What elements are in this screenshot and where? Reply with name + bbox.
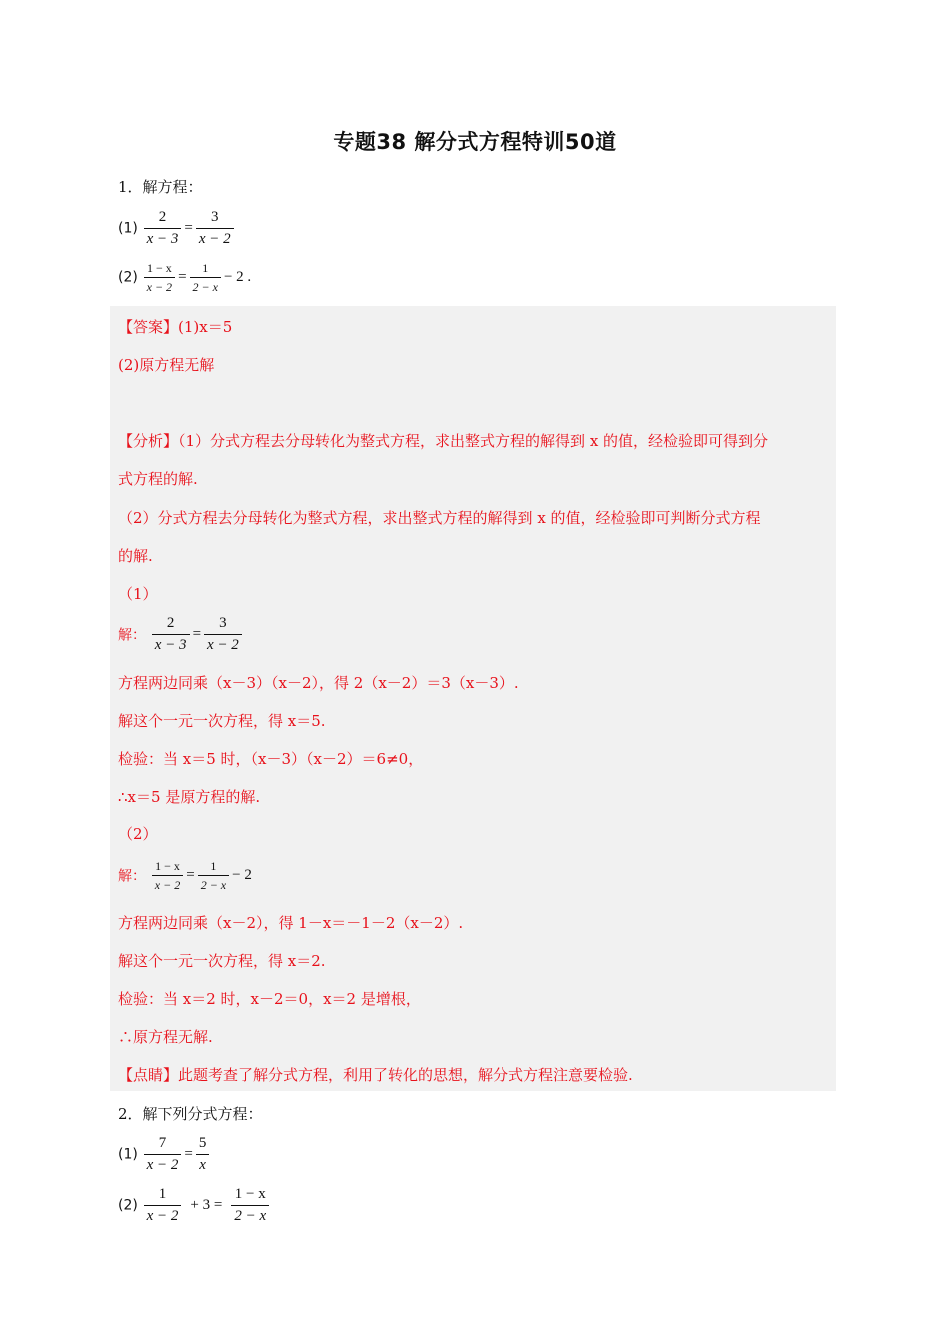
q1-p2-lhs-fraction: $\frac{1 - x}{x - 2}$: [144, 262, 175, 293]
answer-2: (2)原方程无解: [118, 356, 215, 374]
s1-step1: 方程两边同乘（x－3）（x－2），得 2（x－2）＝3（x－3）.: [118, 674, 519, 692]
q2-p2-rhs-fraction: $\frac{1 - x}{2 - x}$: [231, 1187, 269, 1224]
s2-step4: ∴原方程无解.: [118, 1028, 213, 1046]
q1-part1-label: (1): [118, 220, 138, 237]
solution-2-equation: 解： $\frac{1 - x}{x - 2}$ = $\frac{1}{2 - x}$ − 2: [118, 859, 252, 892]
solution-2-jie: 解：: [118, 868, 146, 885]
q2-p1-rhs-fraction: $\frac{5}{x}$: [196, 1136, 210, 1173]
s1-step4: ∴x＝5 是原方程的解.: [118, 788, 261, 806]
s2-step1: 方程两边同乘（x－2），得 1－x＝－1－2（x－2）.: [118, 914, 464, 932]
q1-p2-rhs-fraction: $\frac{1}{2 - x}$: [190, 262, 221, 293]
q2-p2-lhs-fraction: $\frac{1}{x - 2}$: [144, 1187, 182, 1224]
analysis-2a: （2）分式方程去分母转化为整式方程，求出整式方程的解得到 x 的值，经检验即可判断分式方程: [118, 509, 761, 527]
s2-lhs-fraction: $\frac{1 - x}{x - 2}$: [152, 860, 183, 891]
analysis-2b: 的解.: [118, 547, 153, 565]
solution-part2-label: （2）: [118, 825, 158, 843]
answer-1: 【答案】(1)x＝5: [118, 318, 233, 336]
q2-part2: [118, 1187, 270, 1224]
q1-part2-label: (2): [118, 269, 138, 286]
s2-rhs-fraction: $\frac{1}{2 - x}$: [198, 860, 229, 891]
s1-lhs-fraction: $\frac{2}{x - 3}$: [152, 616, 190, 653]
s2-step3: 检验：当 x＝2 时，x－2＝0，x＝2 是增根，: [118, 990, 421, 1008]
analysis-1a: 【分析】（1）分式方程去分母转化为整式方程，求出整式方程的解得到 x 的值，经检验即可得到分: [118, 432, 769, 450]
q2-p2-mid: + 3 =: [190, 1197, 223, 1213]
q1-p1-rhs-fraction: $\frac{3}{x - 2}$: [196, 210, 234, 247]
q1-p1-lhs-fraction: $\frac{2}{x - 3}$: [144, 210, 182, 247]
q2-stem: 2．解下列分式方程：: [118, 1105, 263, 1123]
q1-stem: 1．解方程：: [118, 178, 203, 196]
q2-part2-label: (2): [118, 1197, 138, 1214]
answer-block: [110, 306, 836, 1091]
solution-1-equation: 解： $\frac{2}{x - 3}$ = $\frac{3}{x - 2}$: [118, 616, 243, 653]
solution-part1-label: （1）: [118, 585, 158, 603]
s1-step2: 解这个一元一次方程，得 x＝5.: [118, 712, 326, 730]
s2-step2: 解这个一元一次方程，得 x＝2.: [118, 952, 326, 970]
q1-part1: (1) $\frac{2}{x - 3}$ = $\frac{3}{x - 2}$: [118, 210, 235, 247]
q1-p2-tail: − 2 .: [223, 269, 252, 285]
solution-1-jie: 解：: [118, 627, 146, 644]
q2-p1-lhs-fraction: $\frac{7}{x - 2}$: [144, 1136, 182, 1173]
analysis-1b: 式方程的解.: [118, 470, 198, 488]
comment: 【点睛】此题考查了解分式方程，利用了转化的思想，解分式方程注意要检验.: [118, 1066, 633, 1084]
q1-part2: (2) $\frac{1 - x}{x - 2}$ = $\frac{1}{2 - x}$ − 2 .: [118, 261, 252, 294]
q2-part1: (1) $\frac{7}{x - 2}$ = $\frac{5}{x}$: [118, 1136, 210, 1173]
s1-step3: 检验：当 x＝5 时，（x－3）（x－2）＝6≠0，: [118, 750, 424, 768]
s1-rhs-fraction: $\frac{3}{x - 2}$: [204, 616, 242, 653]
page-title: 专题38 解分式方程特训50道: [333, 130, 617, 154]
q2-part1-label: (1): [118, 1146, 138, 1163]
s2-tail: − 2: [232, 867, 252, 883]
